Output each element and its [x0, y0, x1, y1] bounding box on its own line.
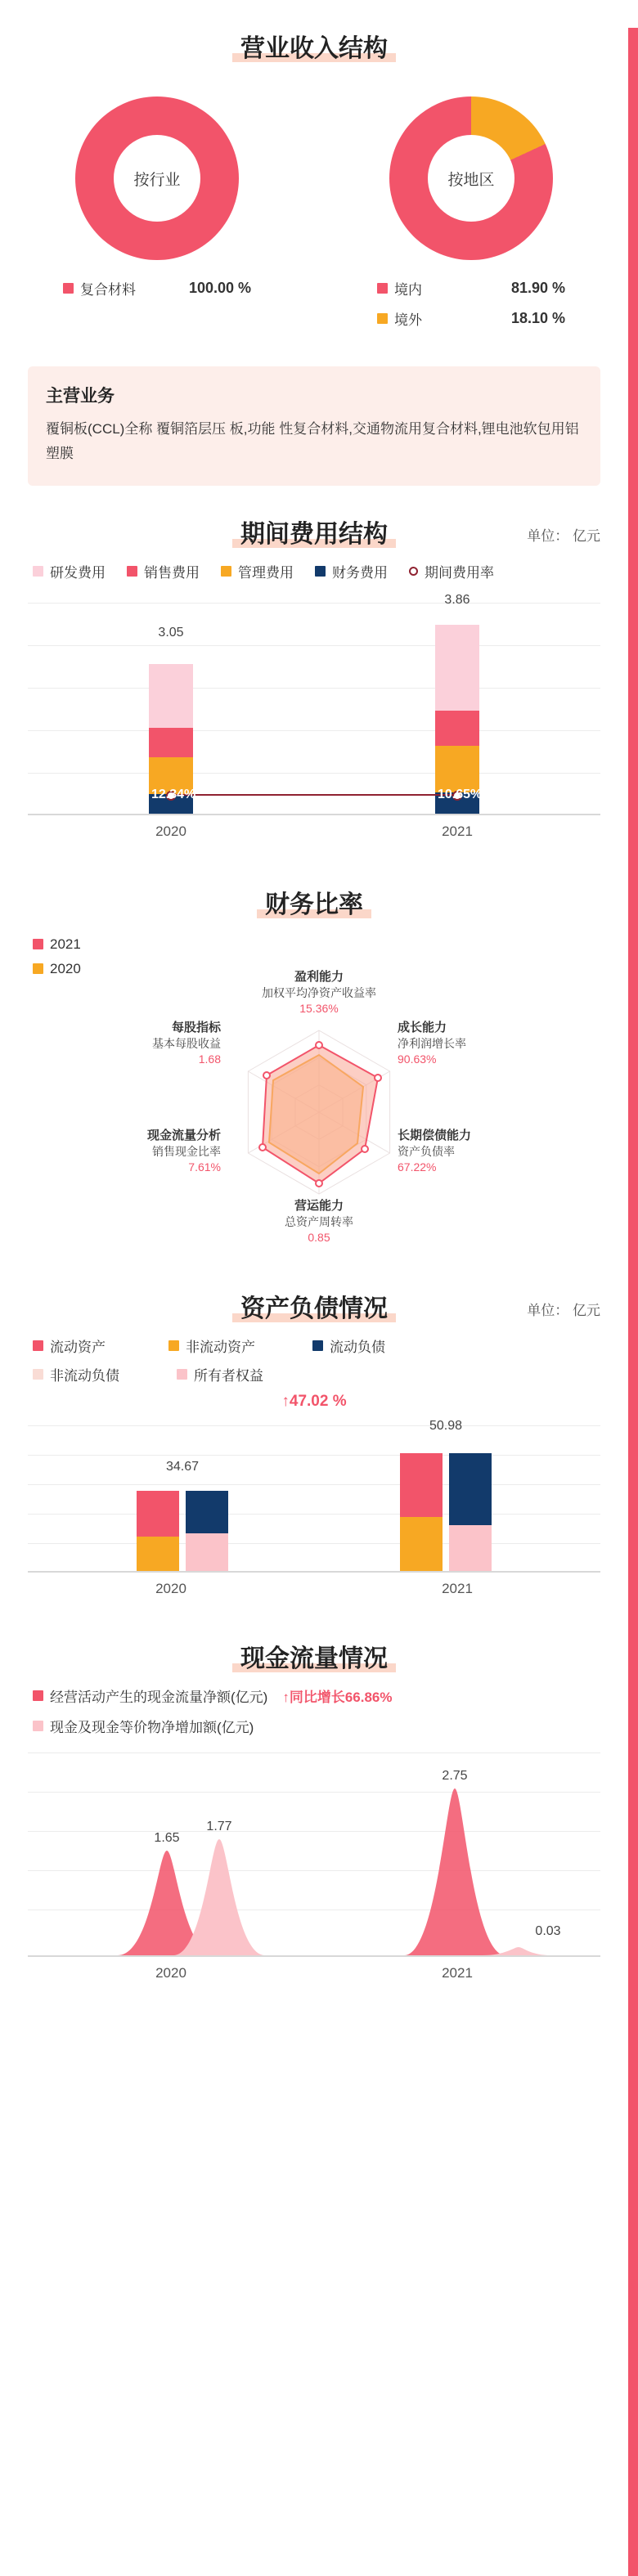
revenue-legend-row [0, 278, 628, 339]
cashflow-label-2020-operating: 1.65 [154, 1830, 180, 1845]
legend-item [33, 1685, 600, 1706]
radar-axis-group: 成长能力 [398, 1020, 447, 1034]
revenue-section-header [0, 28, 628, 64]
radar-axis-metric: 资产负债率 [398, 1144, 455, 1158]
bar-segment-sales [435, 711, 479, 746]
legend-label: 境外 [394, 312, 422, 328]
expense-total-2021: 3.86 [444, 592, 470, 607]
bar-segment-admin [435, 746, 479, 792]
xaxis-label: 2020 [155, 823, 186, 839]
donut-industry-ring [75, 96, 239, 260]
expense-chart [28, 592, 600, 815]
radar-axis-group: 盈利能力 [294, 969, 344, 984]
xaxis-label: 2021 [442, 823, 473, 839]
legend-swatch-icon [177, 1369, 187, 1380]
expense-section [0, 561, 628, 840]
legend-label: 非流动资产 [186, 1339, 255, 1355]
bar-segment-equity [186, 1533, 228, 1571]
balance-xaxis [28, 1581, 600, 1597]
radar-axis-metric: 销售现金比率 [152, 1144, 221, 1158]
legend-item [33, 1716, 600, 1736]
bar-segment-sales [149, 728, 193, 757]
legend-circle-icon [409, 567, 418, 576]
balance-title: 资产负债情况 [236, 1288, 393, 1324]
legend-swatch-icon [312, 1340, 323, 1351]
donut-region-ring [389, 96, 553, 260]
donut-by-region [385, 96, 557, 260]
legend-label: 财务费用 [332, 564, 388, 581]
legend-label: 研发费用 [50, 564, 106, 581]
legend-swatch-icon [33, 1690, 43, 1701]
cashflow-section-header [0, 1638, 628, 1674]
legend-swatch-icon [127, 566, 137, 577]
infographic-page [0, 28, 638, 2576]
expense-total-2020: 3.05 [158, 625, 184, 640]
legend-item [377, 278, 565, 298]
bar-segment-current-assets [137, 1491, 179, 1537]
legend-label: 管理费用 [238, 564, 294, 581]
legend-value: 18.10 % [510, 310, 565, 326]
expense-bar-2021 [435, 625, 479, 814]
expense-xaxis [28, 824, 600, 840]
legend-item [33, 1335, 147, 1356]
radar-axis-pershare [98, 1020, 221, 1067]
main-business-text: 覆铜板(CCL)全称 覆铜箔层压 板,功能 性复合材料,交通物流用复合材料,锂电池软包用铝塑膜 [46, 421, 579, 461]
cashflow-section [0, 1685, 628, 1981]
xaxis-label: 2020 [155, 1964, 186, 1981]
legend-label: 境内 [394, 282, 422, 298]
expense-rate-label-2020: 12.34% [151, 787, 196, 801]
legend-swatch-icon [221, 566, 231, 577]
legend-swatch-icon [315, 566, 326, 577]
expense-title: 期间费用结构 [236, 514, 393, 550]
bar-segment-rd [435, 625, 479, 711]
radar-axis-value: 1.68 [198, 1052, 221, 1066]
main-business-title: 主营业务 [46, 387, 115, 406]
radar-axis-group: 现金流量分析 [146, 1128, 221, 1142]
bar-segment-noncurrent-assets [137, 1537, 179, 1571]
bar-segment-equity [449, 1525, 492, 1571]
balance-section [0, 1335, 628, 1597]
ratios-title: 财务比率 [260, 884, 368, 920]
legend-swatch-icon [168, 1340, 179, 1351]
legend-item [312, 1335, 427, 1356]
bar-segment-current-liabilities [449, 1453, 492, 1525]
bar-segment-noncurrent-assets [400, 1517, 443, 1571]
balance-total-2020: 34.67 [165, 1459, 200, 1474]
legend-item [377, 308, 565, 329]
xaxis-label: 2021 [442, 1964, 473, 1981]
radar-axis-growth [398, 1020, 520, 1067]
radar-axis-value: 90.63% [398, 1052, 437, 1066]
cashflow-chart [28, 1752, 600, 1957]
balance-bar-assets-2021 [400, 1453, 443, 1571]
legend-value: 81.90 % [510, 280, 565, 296]
legend-item [127, 561, 200, 581]
balance-section-header [0, 1288, 628, 1324]
xaxis-label: 2021 [442, 1580, 473, 1596]
legend-label: 所有者权益 [194, 1367, 263, 1384]
balance-axis [28, 1571, 600, 1573]
radar-chart [28, 928, 600, 1272]
radar-axis-metric: 总资产周转率 [285, 1214, 353, 1228]
balance-unit-label: 单位： 亿元 [527, 1302, 600, 1318]
legend-swatch-icon [33, 1369, 43, 1380]
legend-item [63, 278, 251, 298]
legend-swatch-icon [377, 283, 388, 294]
main-business-box [28, 366, 600, 486]
radar-axis-operation [262, 1198, 376, 1245]
legend-item [221, 561, 294, 581]
revenue-legend-industry [63, 278, 251, 339]
legend-swatch-icon [377, 313, 388, 324]
cashflow-title: 现金流量情况 [236, 1638, 393, 1674]
donut-industry-center-label: 按行业 [114, 135, 200, 222]
radar-axis-solvency [398, 1128, 528, 1175]
expense-legend [33, 561, 600, 581]
balance-legend [33, 1335, 442, 1384]
donut-by-industry [71, 96, 243, 260]
legend-label: 流动资产 [50, 1339, 106, 1355]
radar-axis-group: 营运能力 [294, 1198, 344, 1213]
expense-unit-label: 单位： 亿元 [527, 527, 600, 544]
expense-rate-line [171, 794, 457, 796]
legend-label: 非流动负债 [50, 1367, 119, 1384]
legend-swatch-icon [33, 566, 43, 577]
legend-label: 期间费用率 [425, 564, 494, 581]
legend-item [177, 1364, 299, 1384]
balance-growth-badge: ↑47.02 % [281, 1392, 347, 1410]
ratios-section [0, 928, 628, 1272]
legend-label: 复合材料 [80, 282, 136, 298]
legend-label: 经营活动产生的现金流量净额(亿元) [50, 1689, 268, 1705]
legend-item [33, 1364, 155, 1384]
bar-segment-current-assets [400, 1453, 443, 1517]
legend-label: 流动负债 [330, 1339, 385, 1355]
legend-swatch-icon [33, 1340, 43, 1351]
balance-bar-liab-2020 [186, 1491, 228, 1571]
xaxis-label: 2020 [155, 1580, 186, 1596]
radar-axis-metric: 基本每股收益 [152, 1036, 221, 1050]
radar-axis-value: 67.22% [398, 1160, 437, 1174]
balance-total-2021: 50.98 [429, 1418, 463, 1433]
bar-segment-rd [149, 664, 193, 728]
cashflow-xaxis [28, 1965, 600, 1981]
cashflow-growth-note: ↑同比增长66.86% [282, 1689, 393, 1705]
revenue-title: 营业收入结构 [236, 28, 393, 64]
radar-axis-value: 7.61% [188, 1160, 221, 1174]
legend-item-rate [409, 561, 494, 581]
legend-label: 2021 [50, 936, 81, 952]
cashflow-legend [33, 1685, 600, 1736]
cashflow-label-2020-netincrease: 1.77 [206, 1819, 232, 1833]
radar-axis-group: 每股指标 [171, 1020, 221, 1034]
radar-axis-value: 15.36% [299, 1001, 339, 1015]
legend-swatch-icon [63, 283, 74, 294]
cashflow-label-2021-operating: 2.75 [442, 1768, 468, 1783]
expense-rate-label-2021: 10.65% [438, 787, 483, 801]
legend-label: 现金及现金等价物净增加额(亿元) [50, 1719, 254, 1735]
legend-label: 销售费用 [144, 564, 200, 581]
radar-axis-group: 长期偿债能力 [398, 1128, 472, 1142]
bar-segment-current-liabilities [186, 1491, 228, 1533]
radar-axis-metric: 加权平均净资产收益率 [262, 985, 376, 999]
revenue-donut-row [0, 96, 628, 260]
ratios-section-header [0, 884, 628, 920]
donut-region-center-label: 按地区 [428, 135, 514, 222]
legend-value: 100.00 % [188, 280, 251, 296]
balance-chart [28, 1418, 600, 1573]
revenue-legend-region [377, 278, 565, 339]
legend-item [168, 1335, 291, 1356]
legend-item [315, 561, 388, 581]
radar-axis-metric: 净利润增长率 [398, 1036, 466, 1050]
radar-axis-profitability [254, 969, 384, 1016]
cashflow-label-2021-netincrease: 0.03 [535, 1923, 561, 1938]
balance-bar-assets-2020 [137, 1491, 179, 1571]
radar-axis-value: 0.85 [308, 1230, 330, 1244]
legend-item [33, 561, 106, 581]
balance-bar-liab-2021 [449, 1453, 492, 1571]
legend-label: 2020 [50, 960, 81, 976]
legend-swatch-icon [33, 1721, 43, 1731]
expense-axis [28, 814, 600, 815]
expense-section-header [0, 514, 628, 550]
radar-axis-cashflow [90, 1128, 221, 1175]
